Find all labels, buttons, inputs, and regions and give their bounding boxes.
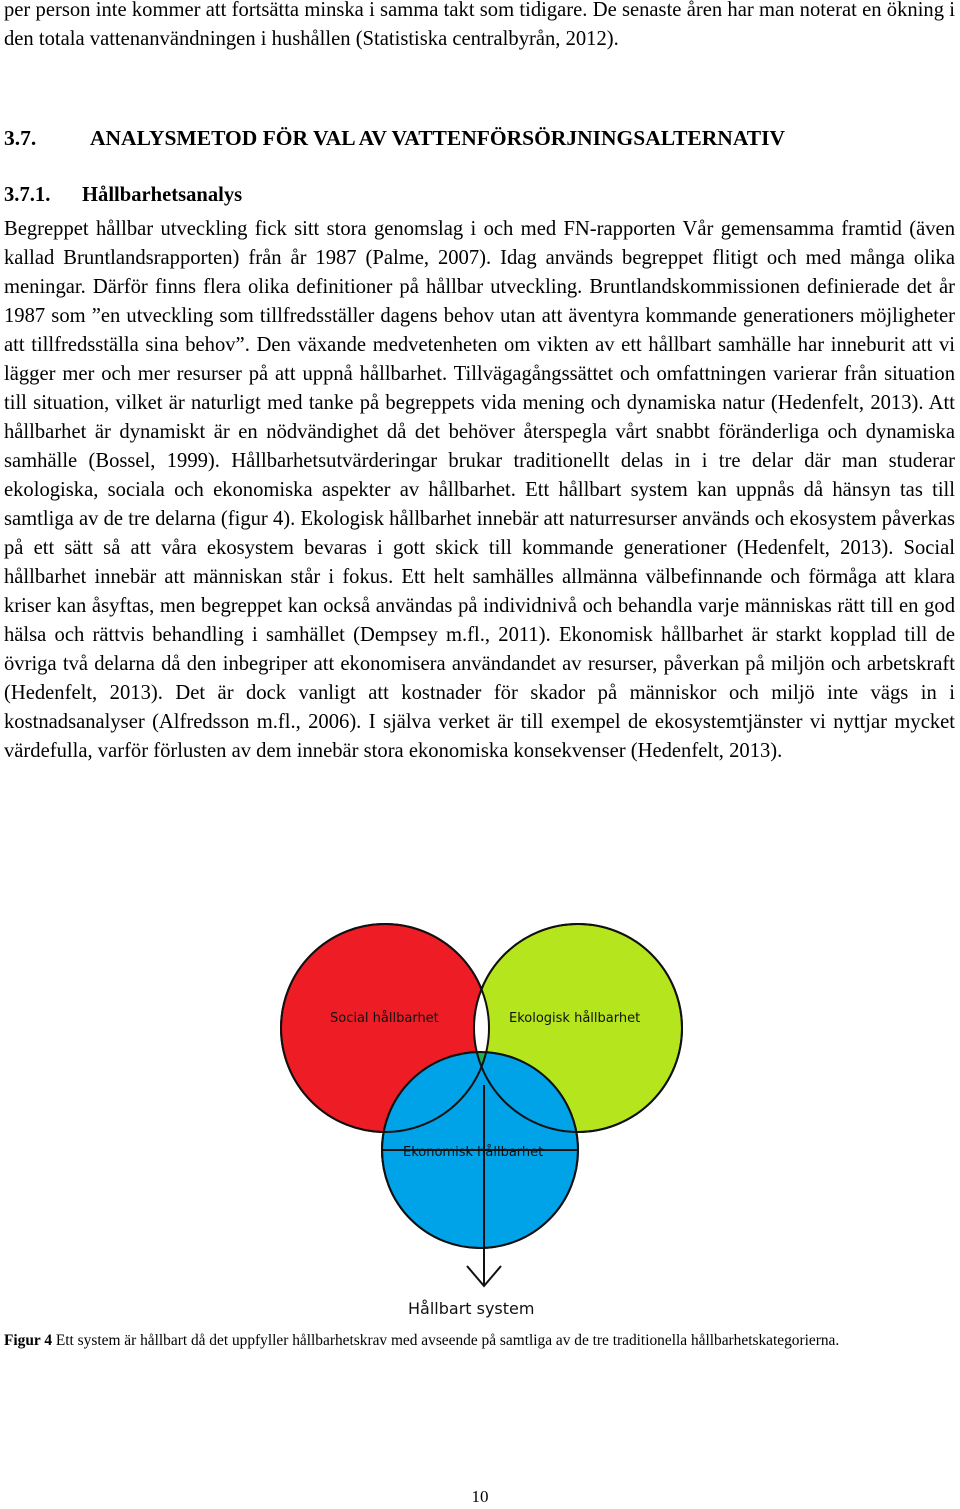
section-number: 3.7. (4, 126, 37, 150)
section-title: ANALYSMETOD FÖR VAL AV VATTENFÖRSÖRJNINGSALTERNATIV (90, 126, 785, 150)
caption-text: Ett system är hållbart då det uppfyller hållbarhetskrav med avseende på samtliga av de tre traditionella hållbarhetskategorierna. (52, 1332, 840, 1349)
venn-diagram (0, 910, 960, 1330)
section-heading (4, 126, 785, 151)
page-number: 10 (471, 1487, 489, 1506)
caption-label: Figur 4 (4, 1332, 53, 1349)
ecological-label: Ekologisk hållbarhet (509, 1011, 641, 1026)
body-paragraph: Begreppet hållbar utveckling fick sitt stora genomslag i och med FN-rapporten Vår gemensamma framtid (även kallad Bruntlandsrapporten) från år 1987 (Palme, 2007). Idag används begreppet flitigt och med många olika meningar. Därför finns flera olika definitioner på hållbar utveckling. Bruntlandskommissionen definierade det år 1987 som ”en utveckling som tillfredsställer dagens behov utan att äventyra kommande generationers möjligheter att tillfredsställa sina behov”. Den växande medvetenheten om vikten av ett hållbart samhälle har inneburit att vi lägger mer och mer resurser på att uppnå hållbarhet. Tillvägagångssättet och omfattningen varierar från situation till situation, vilket är naturligt med tanke på begreppets vida mening och dynamiska natur (Hedenfelt, 2013). Att hållbarhet är dynamiskt är en nödvändighet då det behöver återspegla vårt snabbt föränderliga och dynamiska samhälle (Bossel, 1999). Hållbarhetsutvärderingar brukar traditionellt delas in i tre delar där man studerar ekologiska, sociala och ekonomiska aspekter av hållbarhet. Ett hållbart system kan uppnås då hänsyn tas till samtliga av de tre delarna (figur 4). Ekologisk hållbarhet innebär att naturresurser används och ekosystem påverkas på ett sätt så att våra ekosystem bevaras i gott skick till kommande generationer (Hedenfelt, 2013). Social hållbarhet innebär att människan står i fokus. Ett helt samhälles allmänna välbefinnande och förmåga att klara kriser kan åsyftas, men begreppet kan också användas på individnivå och behandla varje människas rätt till en god hälsa och rättvis behandling i samhället (Dempsey m.fl., 2011). Ekonomisk hållbarhet är starkt kopplad till de övriga två delarna då den inbegriper att ekonomisera användandet av resurser, påverkan på miljön och arbetskraft (Hedenfelt, 2013). Det är dock vanligt att kostnader för skador på människor och miljö inte vägs in i kostnadsanalyser (Alfredsson m.fl., 2006). I själva verket är till exempel de ekosystemtjänster vi nyttjar mycket värdefulla, varför förlusten av dem innebär stora ekonomiska konsekvenser (Hedenfelt, 2013). (4, 218, 955, 762)
subsection-number: 3.7.1. (4, 184, 51, 206)
economic-label: Ekonomisk hållbarhet (403, 1145, 544, 1160)
arrow-label: Hållbart system (408, 1299, 535, 1318)
venn-diagram-figure (0, 910, 960, 1330)
figure-caption (4, 1330, 955, 1352)
subsection-title: Hållbarhetsanalys (82, 184, 243, 206)
social-label: Social hållbarhet (330, 1011, 439, 1026)
subsection-heading (4, 184, 242, 207)
intro-paragraph: per person inte kommer att fortsätta minska i samma takt som tidigare. De senaste åren har man noterat en ökning i den totala vattenanvändningen i hushållen (Statistiska centralbyrån, 2012). (4, 0, 955, 50)
